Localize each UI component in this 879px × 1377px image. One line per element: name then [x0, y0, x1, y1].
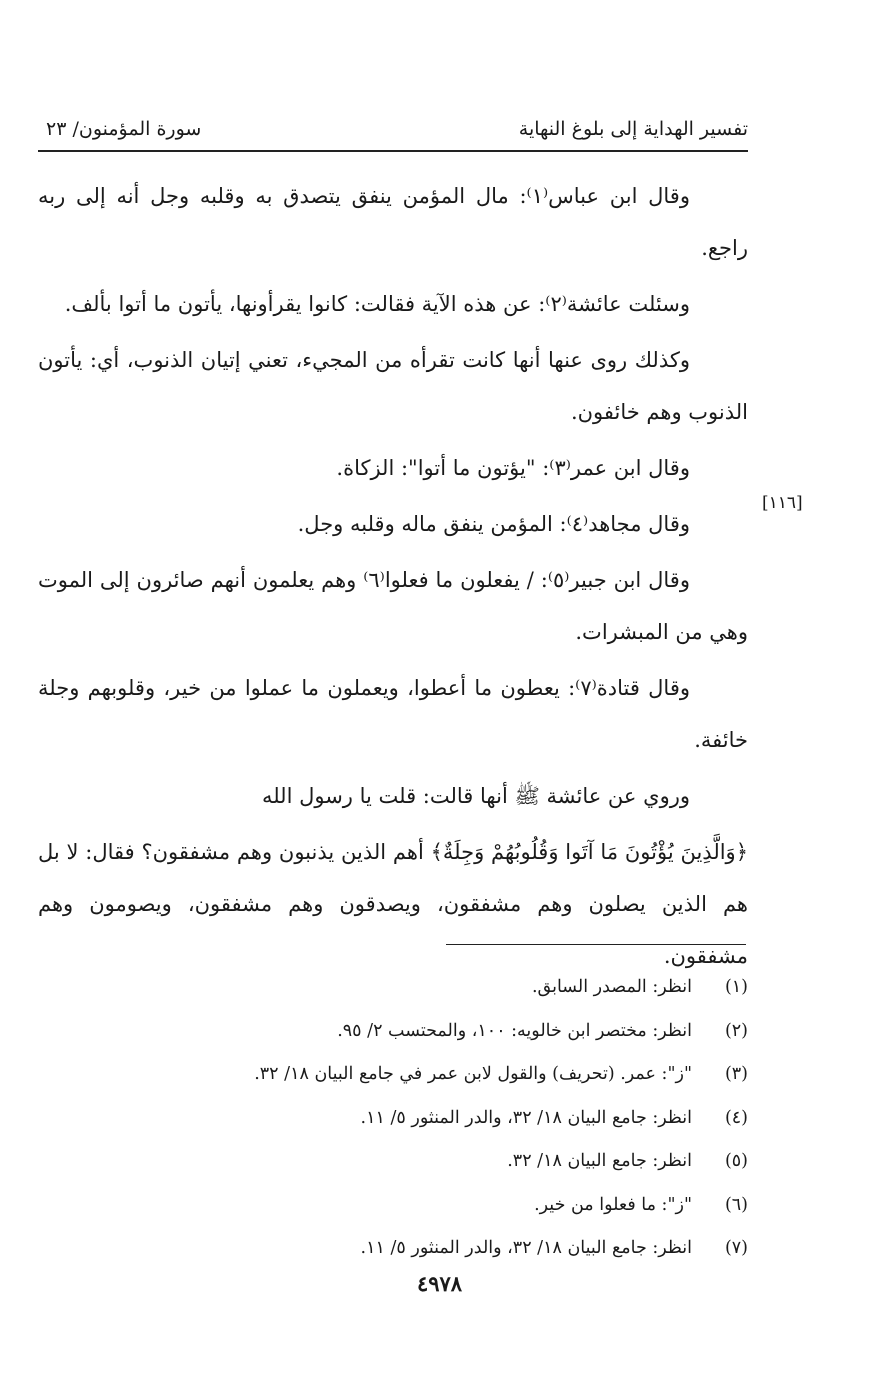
footnote — [38, 1140, 748, 1184]
footnote-text: انظر: جامع البيان ١٨/ ٣٢، والدر المنثور ٥/ ١١. — [360, 1107, 692, 1128]
book-title: تفسير الهداية إلى بلوغ النهاية — [518, 118, 748, 140]
surah-label: سورة المؤمنون/ ٢٣ — [46, 118, 202, 140]
margin-folio-note: [١١٦] — [762, 493, 803, 513]
paragraph-1: وقال ابن عباس⁽١⁾: مال المؤمن ينفق يتصدق به وقلبه وجل أنه إلى ربه راجع. — [38, 184, 748, 260]
footnote-separator — [446, 944, 746, 945]
footnote-number: (١) — [724, 977, 748, 997]
main-text — [38, 170, 748, 986]
paragraph-3: وكذلك روى عنها أنها كانت تقرأه من المجيء، تعني إتيان الذنوب، أي: يأتون الذنوب وهم خائفون. — [38, 348, 748, 424]
footnote — [38, 1227, 748, 1271]
paragraph-9: ﴿وَالَّذِينَ يُؤْتُونَ مَا آتَوا وَقُلُوبُهُمْ وَجِلَةٌ﴾ أهم الذين يذنبون وهم مشفقون؟ فقال: لا بل هم الذين يصلون وهم مشفقون، ويصدقون وهم مشفقون، ويصومون وهم مشفقون. — [38, 840, 748, 968]
footnotes — [38, 966, 748, 1271]
footnote-number: (٣) — [724, 1064, 748, 1084]
page-number: ٤٩٧٨ — [416, 1271, 463, 1296]
paragraph-8: وروي عن عائشة ﷺ أنها قالت: قلت يا رسول الله — [261, 784, 690, 808]
footnote-text: انظر: المصدر السابق. — [531, 977, 692, 997]
footnote-number: (٥) — [724, 1151, 748, 1171]
footnote-number: (٧) — [724, 1238, 748, 1258]
footnote — [38, 1097, 748, 1141]
paragraph-7: وقال قتادة⁽٧⁾: يعطون ما أعطوا، ويعملون ما عملوا من خير، وقلوبهم وجلة خائفة. — [38, 676, 748, 752]
running-header — [38, 110, 748, 152]
footnote-text: "ز": عمر. (تحريف) والقول لابن عمر في جامع البيان ١٨/ ٣٢. — [254, 1064, 692, 1084]
paragraph-2: وسئلت عائشة⁽٢⁾: عن هذه الآية فقالت: كانوا يقرأونها، يأتون ما أتوا بألف. — [64, 292, 690, 316]
footnote — [38, 1184, 748, 1228]
footnote — [38, 1053, 748, 1097]
footnote-text: انظر: جامع البيان ١٨/ ٣٢. — [507, 1151, 692, 1171]
footnote-number: (٤) — [724, 1107, 748, 1128]
paragraph-6: وقال ابن جبير⁽٥⁾: / يفعلون ما فعلوا⁽٦⁾ وهم يعلمون أنهم صائرون إلى الموت وهي من المبشرات. — [38, 568, 748, 644]
footnote-text: انظر: مختصر ابن خالويه: ١٠٠، والمحتسب ٢/ ٩٥. — [337, 1020, 692, 1041]
paragraph-5: وقال مجاهد⁽٤⁾: المؤمن ينفق ماله وقلبه وجل. — [297, 512, 690, 536]
footnote-number: (٢) — [724, 1020, 748, 1041]
footnote-text: انظر: جامع البيان ١٨/ ٣٢، والدر المنثور ٥/ ١١. — [360, 1238, 692, 1258]
footnote-text: "ز": ما فعلوا من خير. — [534, 1194, 692, 1215]
footnote — [38, 1010, 748, 1054]
footnote — [38, 966, 748, 1010]
footnote-number: (٦) — [724, 1194, 748, 1215]
paragraph-4: وقال ابن عمر⁽٣⁾: "يؤتون ما أتوا": الزكاة. — [336, 456, 690, 480]
